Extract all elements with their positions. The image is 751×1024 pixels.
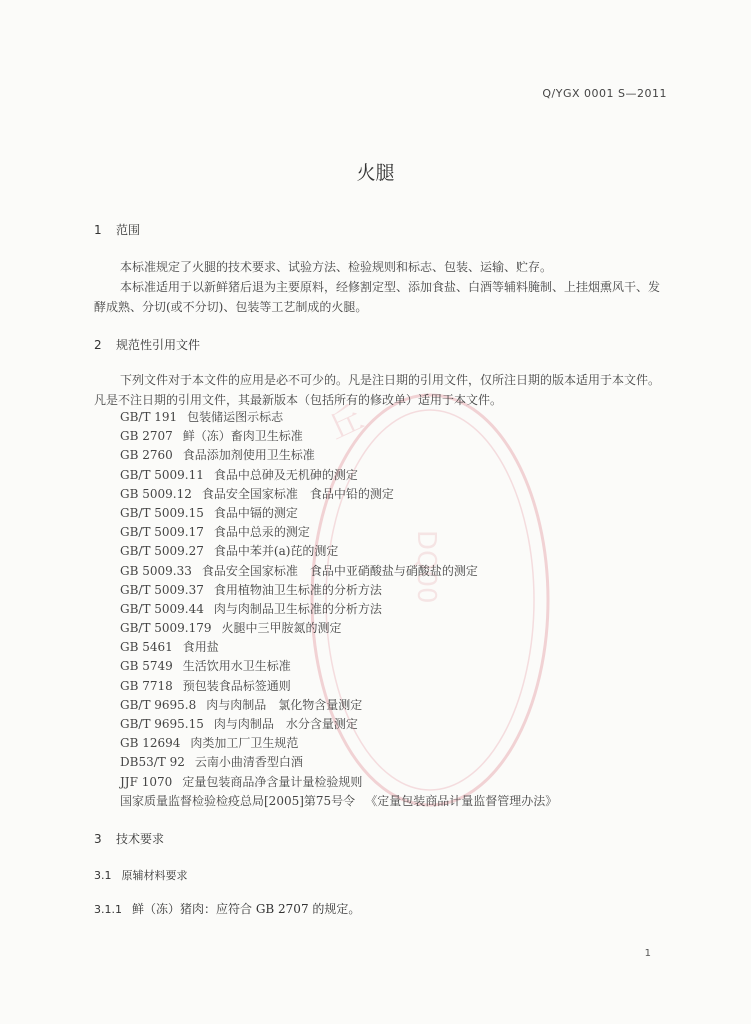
page-number: 1 — [644, 948, 651, 959]
reference-item — [120, 504, 557, 523]
reference-title: 肉类加工厂卫生规范 — [190, 736, 299, 751]
section-title: 范围 — [116, 223, 141, 237]
subsection-number: 3.1 — [94, 869, 112, 882]
reference-code: GB/T 9695.15 — [120, 717, 204, 731]
reference-title: 生活饮用水卫生标准 — [182, 659, 291, 674]
reference-code: JJF 1070 — [120, 774, 173, 789]
reference-item — [120, 600, 557, 619]
reference-item — [120, 792, 557, 811]
reference-code: DB53/T 92 — [120, 755, 185, 770]
reference-item — [120, 523, 557, 542]
reference-title: 食品中苯并(a)芘的测定 — [213, 544, 339, 559]
reference-title: 肉与肉制品 氯化物含量测定 — [206, 697, 363, 712]
reference-item — [120, 715, 557, 734]
reference-title: 预包装食品标签通则 — [182, 678, 291, 693]
reference-code: GB 5749 — [120, 659, 173, 674]
normative-intro: 下列文件对于本文件的应用是必不可少的。凡是注日期的引用文件，仅所注日期的版本适用于本文件。凡是不注日期的引用文件，其最新版本（包括所有的修改单）适用于本文件。 — [94, 373, 661, 407]
document-title: 火腿 — [356, 162, 395, 184]
reference-item — [120, 466, 557, 485]
reference-title: 定量包装商品净含量计量检验规则 — [182, 774, 363, 789]
reference-title: 肉与肉制品 水分含量测定 — [213, 717, 358, 731]
reference-code: GB 7718 — [120, 678, 173, 693]
reference-item — [120, 485, 557, 504]
reference-title: 鲜（冻）畜肉卫生标准 — [182, 429, 303, 444]
reference-code: GB/T 5009.37 — [120, 582, 204, 597]
reference-title: 云南小曲清香型白酒 — [194, 755, 303, 770]
section-title: 规范性引用文件 — [116, 338, 201, 352]
clause-text: 鲜（冻）猪肉：应符合 GB 2707 的规定。 — [132, 902, 361, 916]
section-title: 技术要求 — [116, 832, 165, 846]
reference-title: 食品安全国家标准 食品中亚硝酸盐与硝酸盐的测定 — [201, 563, 478, 578]
section-number: 3 — [94, 832, 102, 846]
reference-title: 食品中镉的测定 — [213, 505, 298, 520]
reference-code: GB 12694 — [120, 736, 181, 751]
reference-item — [120, 657, 557, 676]
reference-code: GB 5009.12 — [120, 486, 192, 501]
clause-3-1-1 — [94, 900, 360, 917]
standard-code: Q/YGX 0001 S—2011 — [542, 87, 667, 100]
section-number: 1 — [94, 223, 102, 237]
reference-item — [120, 427, 557, 446]
section-heading-normative — [94, 336, 200, 353]
reference-title: 《定量包装商品计量监督管理办法》 — [365, 793, 558, 808]
reference-title: 火腿中三甲胺氮的测定 — [221, 621, 342, 636]
reference-title: 食品中总汞的测定 — [213, 525, 310, 540]
section-heading-scope — [94, 221, 140, 238]
reference-item — [120, 446, 557, 465]
reference-code: GB/T 5009.17 — [120, 525, 204, 540]
reference-item — [120, 677, 557, 696]
section-number: 2 — [94, 338, 102, 352]
reference-item — [120, 753, 557, 772]
reference-code: GB/T 5009.15 — [120, 505, 204, 520]
subsection-title: 原辅材料要求 — [121, 869, 188, 882]
reference-code: GB/T 5009.11 — [120, 467, 204, 482]
reference-item — [120, 619, 557, 638]
reference-item — [120, 542, 557, 561]
section-heading-technical — [94, 830, 164, 847]
svg-text:丘: 丘 — [321, 397, 370, 449]
reference-item — [120, 773, 557, 792]
clause-number: 3.1.1 — [94, 903, 122, 916]
reference-code: GB 5009.33 — [120, 563, 192, 578]
reference-title: 食品中总砷及无机砷的测定 — [213, 467, 358, 482]
reference-title: 食用植物油卫生标准的分析方法 — [213, 582, 382, 597]
scope-paragraph-1: 本标准规定了火腿的技术要求、试验方法、检验规则和标志、包装、运输、贮存。 — [120, 260, 553, 274]
reference-code: GB/T 5009.27 — [120, 544, 204, 559]
reference-code: GB/T 5009.44 — [120, 601, 204, 616]
reference-title: 食品添加剂使用卫生标准 — [182, 448, 315, 463]
reference-list — [120, 408, 557, 811]
reference-code: GB 5461 — [120, 640, 173, 655]
reference-item — [120, 638, 557, 657]
reference-title: 食品安全国家标准 食品中铅的测定 — [201, 486, 394, 501]
svg-text:DQ00: DQ00 — [411, 530, 441, 604]
reference-title: 食用盐 — [182, 640, 219, 655]
reference-code: GB 2707 — [120, 429, 173, 444]
reference-item — [120, 581, 557, 600]
reference-code: GB/T 191 — [120, 410, 178, 424]
reference-code: GB 2760 — [120, 448, 173, 463]
reference-item — [120, 408, 557, 427]
scope-paragraph-2: 本标准适用于以新鲜猪后退为主要原料，经修割定型、添加食盐、白酒等辅料腌制、上挂烟熏风干、发酵成熟、分切(或不分切)、包装等工艺制成的火腿。 — [94, 280, 661, 314]
reference-item — [120, 696, 557, 715]
reference-code: GB/T 5009.179 — [120, 621, 212, 636]
reference-item — [120, 562, 557, 581]
reference-title: 包装储运图示标志 — [187, 410, 284, 424]
subsection-heading — [94, 867, 188, 883]
reference-code: GB/T 9695.8 — [120, 697, 197, 712]
reference-title: 肉与肉制品卫生标准的分析方法 — [213, 601, 382, 616]
reference-item — [120, 734, 557, 753]
reference-code: 国家质量监督检验检疫总局[2005]第75号令 — [120, 793, 356, 808]
